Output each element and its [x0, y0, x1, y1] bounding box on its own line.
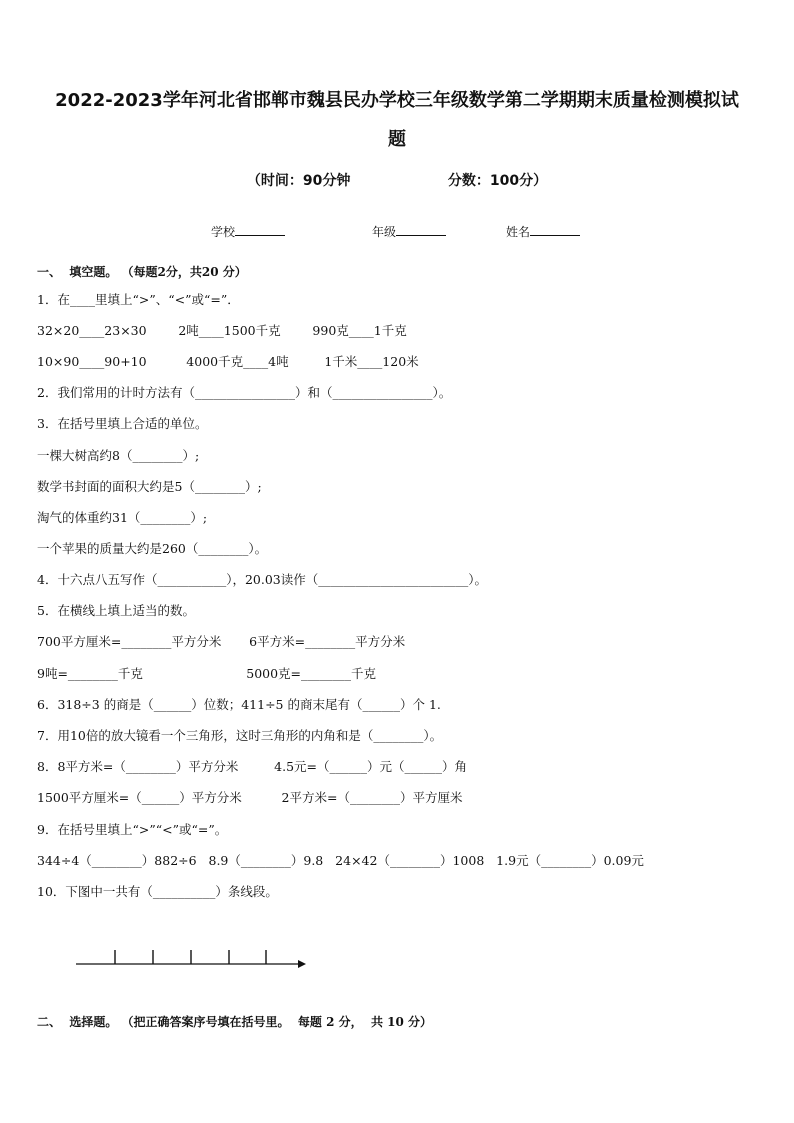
- question-5-row2: 9吨=________千克 5000克=________千克: [37, 666, 377, 681]
- question-1-row1: 32×20____23×30 2吨____1500千克 990克____1千克: [37, 323, 407, 338]
- grade-blank: [396, 223, 446, 236]
- name-field: [506, 223, 580, 240]
- exam-title-line2: 题: [388, 129, 406, 150]
- question-2: 2．我们常用的计时方法有（________________）和（________________）。: [37, 385, 452, 400]
- school-field: [211, 223, 285, 240]
- school-blank: [235, 223, 285, 236]
- question-3c: 淘气的体重约31（________）;: [37, 510, 208, 525]
- question-3b: 数学书封面的面积大约是5（________）;: [37, 479, 262, 494]
- grade-label: 年级: [372, 225, 397, 239]
- question-8-row2: 1500平方厘米=（______）平方分米 2平方米=（________）平方厘米: [37, 790, 463, 805]
- question-7: 7．用10倍的放大镜看一个三角形，这时三角形的内角和是（________）。: [37, 728, 443, 743]
- school-label: 学校: [211, 225, 236, 239]
- line-segment-figure: [70, 944, 310, 974]
- grade-field: [372, 223, 446, 240]
- question-9-row: 344÷4（________）882÷6 8.9（________）9.8 24×42（________）1008 1.9元（________）0.09元: [37, 853, 644, 868]
- question-3d: 一个苹果的质量大约是260（________）。: [37, 541, 268, 556]
- question-3a: 一棵大树高约8（________）;: [37, 448, 200, 463]
- question-5-row1: 700平方厘米=________平方分米 6平方米=________平方分米: [37, 634, 406, 649]
- name-blank: [530, 223, 580, 236]
- question-4: 4．十六点八五写作（___________），20.03读作（________________________）。: [37, 572, 487, 587]
- question-8-row1: 8．8平方米=（________）平方分米 4.5元=（______）元（______）角: [37, 759, 467, 774]
- section1-heading: 一、 填空题。 （每题2分，共20 分）: [37, 265, 247, 279]
- question-5: 5．在横线上填上适当的数。: [37, 603, 195, 618]
- question-9: 9．在括号里填上“>”“<”或“=”。: [37, 822, 228, 837]
- question-1: 1．在____里填上“>”、“<”或“=”．: [37, 292, 240, 307]
- question-6: 6．318÷3 的商是（______）位数；411÷5 的商末尾有（______）个 1.: [37, 697, 441, 712]
- exam-title-line1: 2022-2023学年河北省邯郸市魏县民办学校三年级数学第二学期期末质量检测模拟试: [55, 90, 739, 111]
- arrow-head-icon: [298, 960, 306, 968]
- section2-heading: 二、 选择题。 （把正确答案序号填在括号里。 每题 2 分， 共 10 分）: [37, 1015, 433, 1029]
- question-3: 3．在括号里填上合适的单位。: [37, 416, 208, 431]
- question-10: 10．下图中一共有（__________）条线段。: [37, 884, 278, 899]
- question-1-row2: 10×90____90+10 4000千克____4吨 1千米____120米: [37, 354, 419, 369]
- name-label: 姓名: [506, 225, 531, 239]
- time-score-line: （时间：90分钟 分数：100分）: [246, 173, 548, 189]
